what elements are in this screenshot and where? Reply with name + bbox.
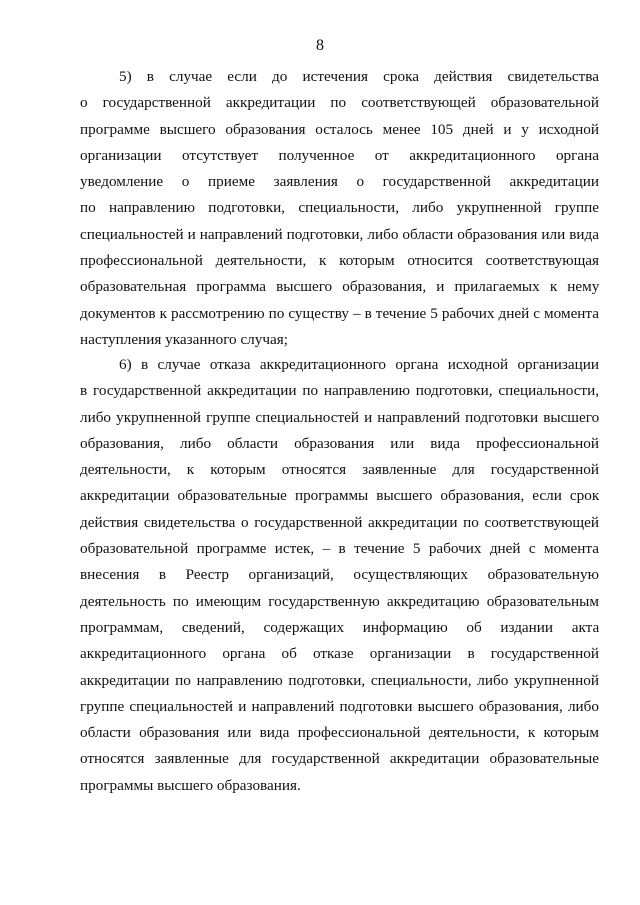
text-line: группе специальностей и направлений подготовки высшего образования, либо — [80, 697, 599, 715]
text-line: аккредитации образовательные программы высшего образования, если срок — [80, 487, 599, 505]
text-line: области образования или вида профессиональной деятельности, к которым — [80, 724, 599, 742]
paragraph-item-6 — [80, 352, 599, 799]
text-line: образовательной программе истек, – в течение 5 рабочих дней с момента — [80, 540, 599, 558]
text-line: программе высшего образования осталось менее 105 дней и у исходной — [80, 120, 599, 138]
text-line: образовательная программа высшего образования, и прилагаемых к нему — [80, 278, 599, 296]
text-line: документов к рассмотрению по существу – в течение 5 рабочих дней с момента — [80, 304, 599, 322]
text-line: деятельность по имеющим государственную аккредитацию образовательным — [80, 592, 599, 610]
text-line: профессиональной деятельности, к которым относится соответствующая — [80, 252, 599, 270]
text-line: организации отсутствует полученное от аккредитационного органа — [80, 146, 599, 164]
text-line: специальностей и направлений подготовки, либо области образования или вида — [80, 225, 599, 243]
text-line: либо укрупненной группе специальностей и направлений подготовки высшего — [80, 408, 599, 426]
text-line: образования, либо области образования или вида профессиональной — [80, 434, 599, 452]
text-line: уведомление о приеме заявления о государственной аккредитации — [80, 173, 599, 191]
text-line: по направлению подготовки, специальности, либо укрупненной группе — [80, 199, 599, 217]
text-line: о государственной аккредитации по соответствующей образовательной — [80, 94, 599, 112]
text-line: наступления указанного случая; — [80, 330, 288, 348]
text-line: 5) в случае если до истечения срока действия свидетельства — [119, 68, 599, 85]
paragraph-item-5 — [80, 64, 599, 353]
text-line: действия свидетельства о государственной аккредитации по соответствующей — [80, 513, 599, 531]
text-line: относятся заявленные для государственной аккредитации образовательные — [80, 750, 599, 768]
text-line: программы высшего образования. — [80, 776, 301, 794]
text-line: внесения в Реестр организаций, осуществляющих образовательную — [80, 566, 599, 584]
text-line: аккредитации по направлению подготовки, специальности, либо укрупненной — [80, 671, 599, 689]
text-line: деятельности, к которым относятся заявленные для государственной — [80, 461, 599, 479]
text-line: 6) в случае отказа аккредитационного органа исходной организации — [119, 356, 599, 373]
text-line: программам, сведений, содержащих информацию об издании акта — [80, 618, 599, 636]
text-line: аккредитационного органа об отказе организации в государственной — [80, 645, 599, 663]
page-number: 8 — [316, 37, 324, 54]
text-line: в государственной аккредитации по направлению подготовки, специальности, — [80, 382, 599, 400]
